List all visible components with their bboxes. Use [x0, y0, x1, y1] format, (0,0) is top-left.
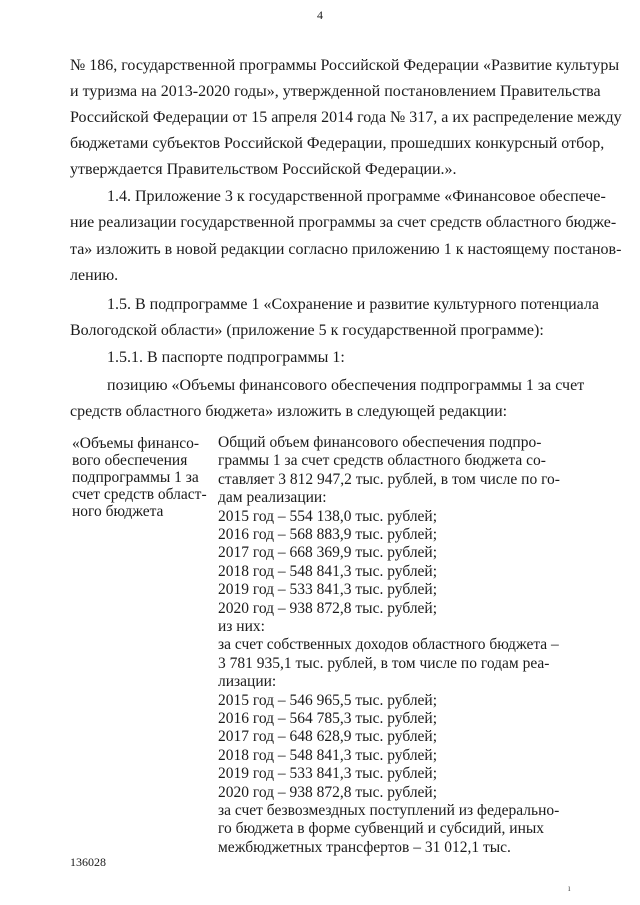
table-right-line: 3 781 935,1 тыс. рублей, в том числе по годам реа- [218, 654, 550, 672]
body-line: 1.5. В подпрограмме 1 «Сохранение и развитие культурного потенциала [107, 296, 599, 313]
table-right-line: 2017 год – 648 628,9 тыс. рублей; [218, 728, 438, 746]
table-right-line: лизации: [218, 673, 277, 691]
table-right-line: 2020 год – 938 872,8 тыс. рублей; [218, 599, 438, 617]
table-right-line: 2019 год – 533 841,3 тыс. рублей; [218, 581, 438, 599]
table-left-line: подпрограммы 1 за [72, 469, 199, 486]
table-right-line: 2018 год – 548 841,3 тыс. рублей; [218, 562, 438, 580]
table-right-line: 2015 год – 554 138,0 тыс. рублей; [218, 507, 438, 525]
body-line: 1.4. Приложение 3 к государственной программе «Финансовое обеспече- [107, 188, 606, 205]
table-right-line: 2016 год – 564 785,3 тыс. рублей; [218, 710, 438, 727]
body-line: и туризма на 2013-2020 годы», утвержденной постановлением Правительства [70, 83, 601, 100]
body-line: Российской Федерации от 15 апреля 2014 года № 317, а их распределение между [70, 109, 622, 126]
body-line: та» изложить в новой редакции согласно приложению 1 к настоящему постанов- [70, 241, 622, 258]
footer-code: 136028 [70, 855, 106, 869]
corner-mark: ı [568, 883, 571, 893]
page-number: 4 [317, 8, 323, 22]
table-right-line: 2015 год – 546 965,5 тыс. рублей; [218, 691, 438, 709]
body-line: лению. [70, 267, 119, 284]
table-left-line: ного бюджета [72, 503, 164, 520]
table-right-line: межбюджетных трансфертов – 31 012,1 тыс. [218, 838, 511, 856]
body-line: позицию «Объемы финансового обеспечения подпрограммы 1 за счет [107, 377, 585, 394]
table-right-line: граммы 1 за счет средств областного бюджета со- [218, 452, 546, 470]
table-right-line: ставляет 3 812 947,2 тыс. рублей, в том числе по го- [218, 470, 560, 488]
body-line: бюджетами субъектов Российской Федерации, прошедших конкурсный отбор, [70, 135, 605, 152]
body-line: ние реализации государственной программы за счет средств областного бюдже- [70, 214, 617, 231]
table-left-line: «Объемы финансо- [72, 435, 200, 452]
body-line: 1.5.1. В паспорте подпрограммы 1: [107, 349, 345, 366]
table-right-line: 2017 год – 668 369,9 тыс. рублей; [218, 544, 438, 562]
table-right-line: Общий объем финансового обеспечения подпро- [218, 434, 542, 451]
table-left-line: счет средств област- [72, 486, 207, 503]
table-right-line: за счет безвозмездных поступлений из федерально- [218, 802, 560, 819]
body-line: № 186, государственной программы Российской Федерации «Развитие культуры [70, 57, 620, 74]
table-right-line: 2020 год – 938 872,8 тыс. рублей; [218, 783, 438, 801]
table-right-line: 2016 год – 568 883,9 тыс. рублей; [218, 526, 438, 543]
body-line: Вологодской области» (приложение 5 к государственной программе): [70, 322, 544, 339]
table-right-line: 2018 год – 548 841,3 тыс. рублей; [218, 746, 438, 764]
table-right-line: из них: [218, 618, 265, 635]
body-line: средств областного бюджета» изложить в следующей редакции: [70, 403, 508, 420]
table-right-line: дам реализации: [218, 489, 327, 507]
table-right-line: 2019 год – 533 841,3 тыс. рублей; [218, 765, 438, 783]
table-left-line: вого обеспечения [72, 452, 188, 469]
table-right-line: за счет собственных доходов областного бюджета – [218, 636, 559, 654]
table-right-line: го бюджета в форме субвенций и субсидий, иных [218, 820, 545, 838]
body-line: утверждается Правительством Российской Федерации.». [70, 161, 457, 178]
